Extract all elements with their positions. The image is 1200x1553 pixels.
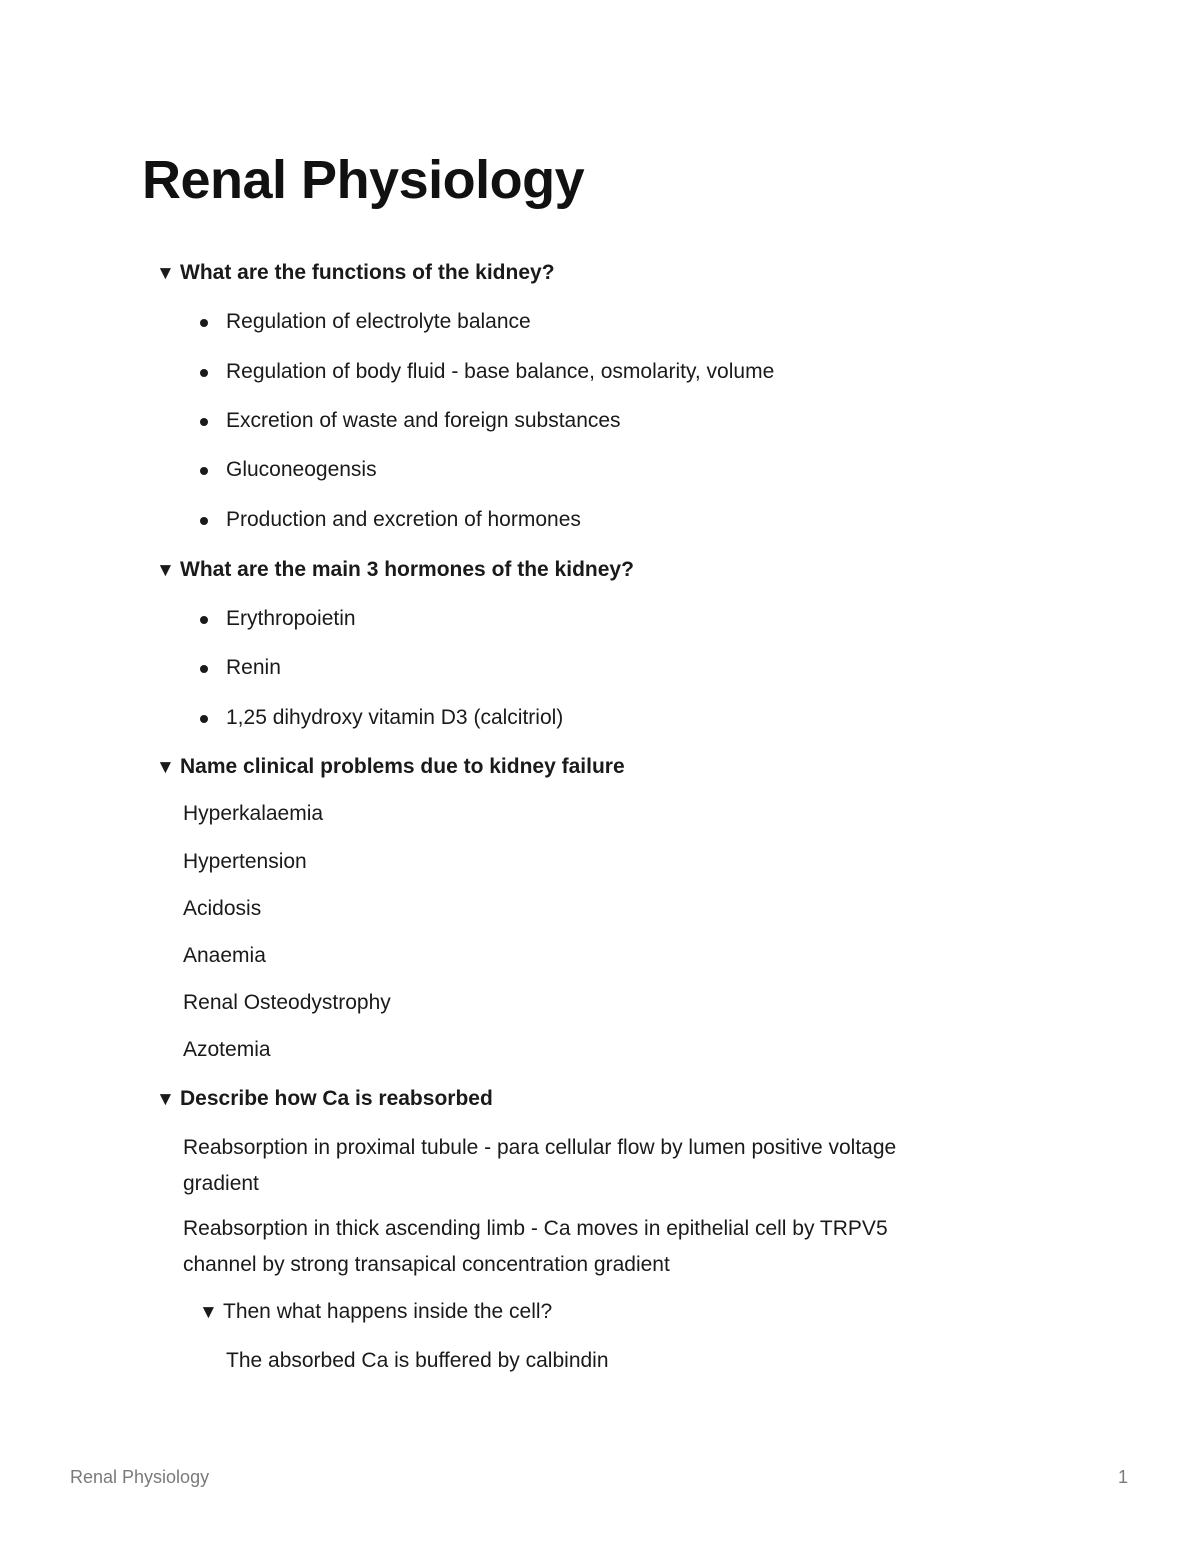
list-item: Erythropoietin (226, 605, 356, 633)
page-title: Renal Physiology (142, 150, 585, 210)
paragraph-line: Reabsorption in thick ascending limb - Ca moves in epithelial cell by TRPV5 (183, 1217, 888, 1240)
triangle-down-icon[interactable]: ▼ (199, 1302, 218, 1323)
list-item: Gluconeogensis (226, 456, 377, 484)
text-line: Azotemia (183, 1038, 271, 1061)
toggle-heading: What are the functions of the kidney? (180, 261, 555, 284)
toggle-hormones[interactable] (156, 556, 634, 585)
triangle-down-icon[interactable]: ▼ (156, 757, 175, 778)
triangle-down-icon[interactable]: ▼ (156, 263, 175, 284)
footer-label: Renal Physiology (70, 1467, 210, 1487)
toggle-functions[interactable] (156, 259, 555, 288)
text-line: Hypertension (183, 850, 307, 873)
list-item: Regulation of electrolyte balance (226, 308, 531, 336)
list-item: Renin (226, 654, 281, 682)
triangle-down-icon[interactable]: ▼ (156, 1089, 175, 1110)
toggle-heading: Describe how Ca is reabsorbed (180, 1087, 493, 1110)
list-item: 1,25 dihydroxy vitamin D3 (calcitriol) (226, 704, 563, 732)
triangle-down-icon[interactable]: ▼ (156, 560, 175, 581)
paragraph-line: Reabsorption in proximal tubule - para cellular flow by lumen positive voltage (183, 1136, 897, 1159)
list-item: Regulation of body fluid - base balance, osmolarity, volume (226, 358, 774, 386)
paragraph-line: The absorbed Ca is buffered by calbindin (226, 1349, 609, 1372)
text-line: Hyperkalaemia (183, 802, 324, 825)
toggle-ca-reabsorption[interactable] (156, 1085, 493, 1114)
page-number: 1 (1118, 1467, 1129, 1487)
text-line: Anaemia (183, 944, 266, 967)
paragraph-line: gradient (183, 1172, 259, 1195)
toggle-inside-cell[interactable] (199, 1298, 552, 1327)
toggle-heading: What are the main 3 hormones of the kidney? (180, 558, 634, 581)
text-line: Acidosis (183, 897, 262, 920)
text-line: Renal Osteodystrophy (183, 991, 391, 1014)
paragraph-line: channel by strong transapical concentration gradient (183, 1253, 670, 1276)
list-item: Excretion of waste and foreign substances (226, 407, 621, 435)
toggle-heading: Then what happens inside the cell? (223, 1300, 553, 1323)
toggle-heading: Name clinical problems due to kidney failure (180, 755, 625, 778)
toggle-clinical-problems[interactable] (156, 753, 625, 782)
list-item: Production and excretion of hormones (226, 506, 581, 534)
